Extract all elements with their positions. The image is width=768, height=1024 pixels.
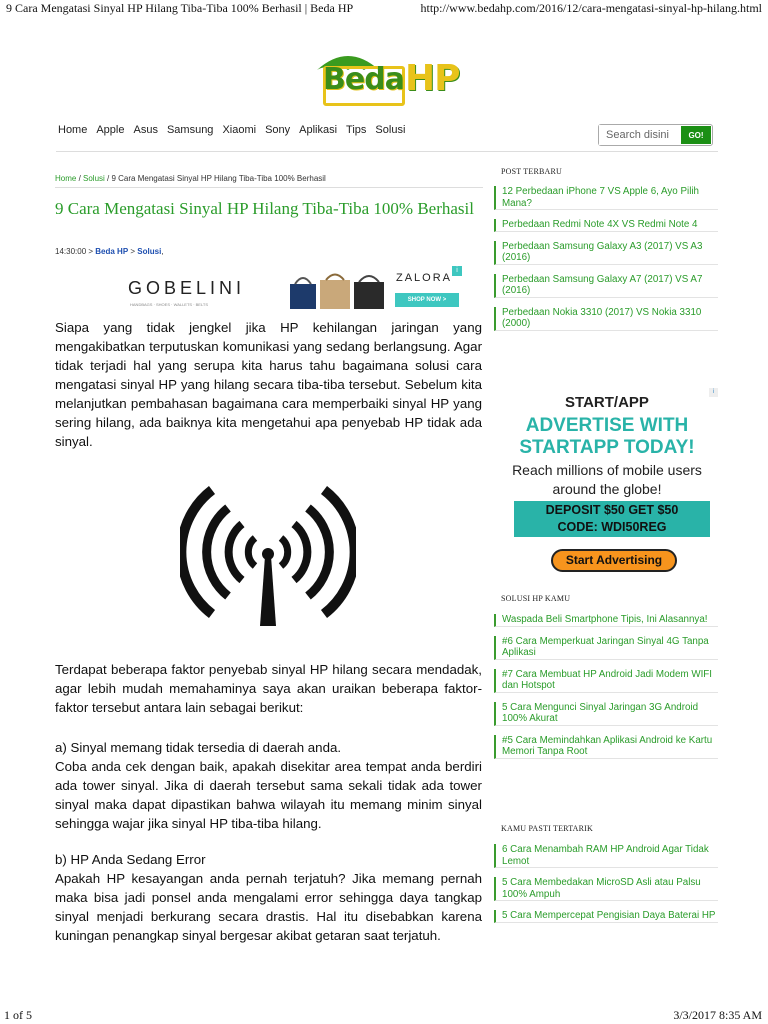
breadcrumb-current: 9 Cara Mengatasi Sinyal HP Hilang Tiba-Tiba 100% Berhasil bbox=[111, 174, 326, 183]
nav-item-tips[interactable]: Tips bbox=[346, 124, 367, 136]
list-item[interactable]: Perbedaan Samsung Galaxy A3 (2017) VS A3 (2016) bbox=[494, 241, 718, 265]
post-author-link[interactable]: Beda HP bbox=[95, 247, 129, 256]
list-item[interactable]: #5 Cara Memindahkan Aplikasi Android ke Kartu Memori Tanpa Root bbox=[494, 735, 718, 759]
breadcrumb bbox=[55, 174, 326, 183]
list-item[interactable]: Perbedaan Samsung Galaxy A7 (2017) VS A7 (2016) bbox=[494, 274, 718, 298]
print-url: http://www.bedahp.com/2016/12/cara-mengatasi-sinyal-hp-hilang.html bbox=[420, 1, 762, 15]
factors-paragraph: Terdapat beberapa faktor penyebab sinyal HP hilang secara mendadak, agar lebih mudah memahaminya saya akan uraikan beberapa faktor-faktor tersebut antara lain sebagai berikut: bbox=[55, 662, 482, 715]
print-page-title: 9 Cara Mengatasi Sinyal HP Hilang Tiba-Tiba 100% Berhasil | Beda HP bbox=[6, 1, 354, 15]
search-box bbox=[598, 124, 713, 146]
print-header bbox=[0, 0, 768, 18]
list-item[interactable]: 5 Cara Mempercepat Pengisian Daya Baterai HP bbox=[494, 910, 718, 923]
breadcrumb-divider bbox=[55, 187, 483, 188]
handbags-image bbox=[288, 270, 388, 309]
nav-divider bbox=[56, 151, 718, 152]
factor-a-body: Coba anda cek dengan baik, apakah disekitar area tempat anda berdiri ada tower sinyal. Jika di daerah tersebut sama sekali tidak ada tower sinyal maka dapat dipastikan bahwa wilayah itu memang minim sinyal sehingga wajar jika sinyal HP tiba-tiba hilang. bbox=[55, 759, 482, 831]
nav-item-samsung[interactable]: Samsung bbox=[166, 124, 214, 136]
sidebar-heading-solusi: SOLUSI HP KAMU bbox=[501, 594, 571, 603]
print-datetime: 3/3/2017 8:35 AM bbox=[673, 1008, 762, 1022]
list-item[interactable]: Perbedaan Nokia 3310 (2017) VS Nokia 3310 (2000) bbox=[494, 307, 718, 331]
nav-item-apple[interactable]: Apple bbox=[96, 124, 125, 136]
breadcrumb-home[interactable]: Home bbox=[55, 174, 77, 183]
search-go-button[interactable]: GO! bbox=[681, 126, 711, 144]
start-advertising-button[interactable]: Start Advertising bbox=[551, 549, 677, 572]
search-input[interactable] bbox=[599, 125, 681, 145]
factor-a-heading: a) Sinyal memang tidak tersedia di daerah anda. bbox=[55, 740, 342, 755]
list-item[interactable]: Waspada Beli Smartphone Tipis, Ini Alasannya! bbox=[494, 614, 718, 627]
logo-text-hp: HP bbox=[405, 58, 460, 99]
list-item[interactable]: #7 Cara Membuat HP Android Jadi Modem WIFI dan Hotspot bbox=[494, 669, 718, 693]
main-nav bbox=[58, 124, 414, 136]
logo-text-beda: Beda bbox=[323, 62, 404, 97]
gobelini-ad-banner[interactable] bbox=[88, 266, 462, 309]
ad-store: ZALORA bbox=[396, 272, 453, 284]
startapp-deposit-box bbox=[514, 501, 710, 537]
sidebar-heading-kamu-pasti: KAMU PASTI TERTARIK bbox=[501, 824, 594, 833]
post-category-link[interactable]: Solusi bbox=[137, 247, 162, 256]
nav-item-xiaomi[interactable]: Xiaomi bbox=[222, 124, 257, 136]
startapp-headline: ADVERTISE WITH STARTAPP TODAY! bbox=[519, 415, 695, 458]
startapp-subtext: Reach millions of mobile users around the globe! bbox=[512, 462, 702, 497]
post-title: 9 Cara Mengatasi Sinyal HP Hilang Tiba-Tiba 100% Berhasil bbox=[55, 199, 474, 218]
breadcrumb-section[interactable]: Solusi bbox=[83, 174, 105, 183]
signal-antenna-icon bbox=[180, 478, 356, 628]
list-item[interactable]: 6 Cara Menambah RAM HP Android Agar Tidak Lemot bbox=[494, 844, 718, 868]
list-item[interactable]: #6 Cara Memperkuat Jaringan Sinyal 4G Tanpa Aplikasi bbox=[494, 636, 718, 660]
startapp-ad[interactable] bbox=[496, 388, 718, 578]
factor-b bbox=[55, 850, 482, 945]
kamu-pasti-list bbox=[494, 844, 718, 932]
ad-info-icon[interactable]: i bbox=[452, 266, 462, 276]
nav-item-asus[interactable]: Asus bbox=[133, 124, 158, 136]
ad-tagline: HANDBAGS · SHOES · WALLETS · BELTS bbox=[130, 302, 209, 307]
list-item[interactable]: 12 Perbedaan iPhone 7 VS Apple 6, Ayo Pilih Mana? bbox=[494, 186, 718, 210]
print-footer bbox=[0, 1006, 768, 1024]
intro-paragraph: Siapa yang tidak jengkel jika HP kehilangan jaringan yang mengakibatkan terputuskan komunikasi yang sedang berlangsung. Agar tidak terjadi hal yang serupa kita harus tahu bagaimana solusi cara mengatasi sinyal HP yang hilang secara tiba-tiba tersebut. Sebelum kita melanjutkan pembahasan bagaimana cara memperbaiki sinyal HP yang sering hilang, ada baiknya kita mengetahui apa penyebab HP tidak ada sinyal. bbox=[55, 320, 482, 449]
factor-b-body: Apakah HP kesayangan anda pernah terjatuh? Jika memang pernah maka bisa jadi ponsel anda mengalami error sehingga daya tangkap sinyal menjadi berkurang secara drastis. Hal itu disebabkan karena kuningan penangkap sinyal bergesar akibat getaran saat terjatuh. bbox=[55, 871, 482, 943]
deposit-offer: DEPOSIT $50 GET $50 bbox=[545, 503, 679, 517]
list-item[interactable]: 5 Cara Membedakan MicroSD Asli atau Palsu 100% Ampuh bbox=[494, 877, 718, 901]
startapp-logo: START/APP bbox=[565, 394, 649, 411]
shop-now-button[interactable]: SHOP NOW > bbox=[395, 293, 459, 307]
post-terbaru-list bbox=[494, 186, 718, 340]
breadcrumb-separator: / bbox=[104, 174, 112, 183]
deposit-code: CODE: WDI50REG bbox=[557, 520, 667, 534]
nav-item-sony[interactable]: Sony bbox=[265, 124, 291, 136]
print-page-count: 1 of 5 bbox=[4, 1008, 32, 1022]
solusi-list bbox=[494, 614, 718, 768]
ad-info-icon[interactable]: i bbox=[709, 388, 718, 397]
factor-b-heading: b) HP Anda Sedang Error bbox=[55, 852, 206, 867]
post-time: 14:30:00 bbox=[55, 247, 87, 256]
nav-item-home[interactable]: Home bbox=[58, 124, 88, 136]
post-meta: 14:30:00 > Beda HP > Solusi, bbox=[55, 247, 164, 256]
breadcrumb-separator: / bbox=[76, 174, 84, 183]
list-item[interactable]: 5 Cara Mengunci Sinyal Jaringan 3G Android 100% Akurat bbox=[494, 702, 718, 726]
ad-brand: GOBELINI bbox=[128, 278, 246, 298]
factor-a bbox=[55, 738, 482, 833]
nav-item-aplikasi[interactable]: Aplikasi bbox=[299, 124, 338, 136]
site-logo[interactable] bbox=[313, 48, 460, 110]
sidebar-heading-post-terbaru: POST TERBARU bbox=[501, 167, 563, 176]
list-item[interactable]: Perbedaan Redmi Note 4X VS Redmi Note 4 bbox=[494, 219, 718, 232]
nav-item-solusi[interactable]: Solusi bbox=[375, 124, 406, 136]
